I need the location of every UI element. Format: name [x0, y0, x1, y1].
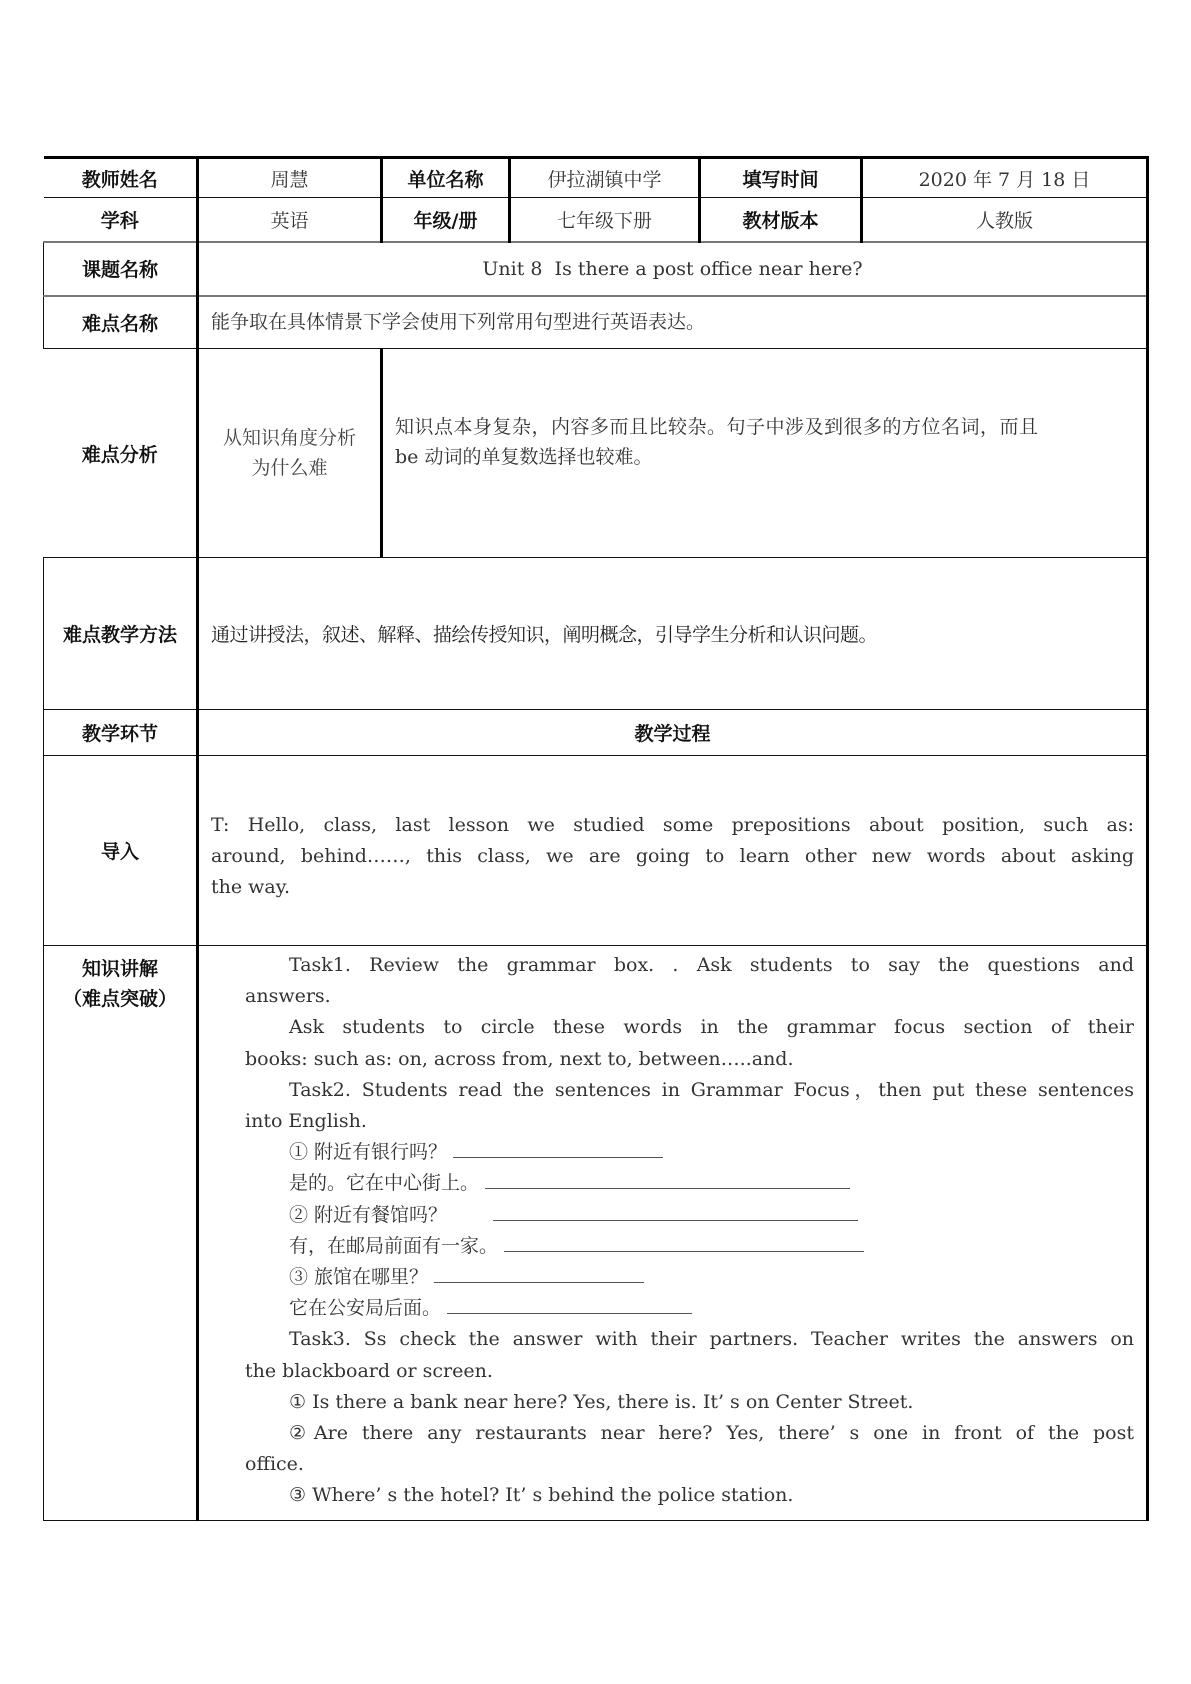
- exercise-q2: [245, 1200, 1134, 1231]
- task1b-line1: Ask students to circle these words in the grammar focus section of their: [289, 1016, 1134, 1039]
- knowledge-label: [44, 946, 198, 1521]
- analysis-aspect-line1: 从知识角度分析: [222, 427, 356, 449]
- a1-answer-blank[interactable]: [485, 1170, 850, 1189]
- task1-line2: answers.: [245, 985, 331, 1008]
- task3-line2: the blackboard or screen.: [245, 1359, 493, 1382]
- answer-3: ③ Where’ s the hotel? It’ s behind the police station.: [289, 1484, 794, 1507]
- edition-value: 人教版: [862, 198, 1148, 242]
- exercise-a2: [245, 1231, 1134, 1262]
- answer-2-line1: ②Are there any restaurants near here? Yes, there’ s one in front of the post: [289, 1422, 1134, 1445]
- task2-line1: Task2. Students read the sentences in Grammar Focus，then put these sentences: [289, 1078, 1134, 1101]
- task1b-line2: books: such as: on, across from, next to, between…..and.: [245, 1047, 794, 1070]
- a2-text: 有，在邮局前面有一家。: [289, 1234, 499, 1257]
- a3-answer-blank[interactable]: [447, 1295, 692, 1314]
- unit-label: 单位名称: [382, 158, 510, 198]
- difficulty-value: 能争取在具体情景下学会使用下列常用句型进行英语表达。: [198, 296, 1148, 349]
- grade-label: 年级/册: [382, 198, 510, 242]
- intro-line2: around, behind……, this class, we are going to learn other new words about asking: [211, 845, 1134, 867]
- method-value: 通过讲授法，叙述、解释、描绘传授知识，阐明概念，引导学生分析和认识问题。: [198, 558, 1148, 710]
- unit-value: 伊拉湖镇中学: [510, 158, 700, 198]
- lesson-plan-table: [43, 156, 1149, 1521]
- task1-line1: Task1. Review the grammar box. . Ask students to say the questions and: [289, 954, 1134, 976]
- stage-header: 教学环节: [44, 710, 198, 756]
- exercise-a1: [245, 1168, 1134, 1199]
- teacher-name-value: 周慧: [198, 158, 382, 198]
- intro-label: 导入: [44, 756, 198, 946]
- topic-label: 课题名称: [44, 242, 198, 296]
- answer-1: ① Is there a bank near here? Yes, there is. It’ s on Center Street.: [289, 1390, 914, 1413]
- exercise-q1: [245, 1137, 1134, 1168]
- analysis-aspect: [198, 349, 382, 558]
- difficulty-label: 难点名称: [44, 296, 198, 349]
- analysis-aspect-line2: 为什么难: [251, 457, 328, 479]
- subject-label: 学科: [44, 198, 198, 242]
- q2-text: ② 附近有餐馆吗？: [289, 1203, 448, 1226]
- process-header: 教学过程: [198, 710, 1148, 756]
- method-label: 难点教学方法: [44, 558, 198, 710]
- exercise-q3: [245, 1262, 1134, 1293]
- a2-answer-blank[interactable]: [504, 1233, 864, 1252]
- topic-value: Unit 8 Is there a post office near here?: [198, 242, 1148, 296]
- answer-2-line2: office.: [245, 1453, 304, 1476]
- knowledge-content: [198, 946, 1148, 1521]
- analysis-label: 难点分析: [44, 349, 198, 558]
- date-label: 填写时间: [700, 158, 862, 198]
- grade-value: 七年级下册: [510, 198, 700, 242]
- task3-line1: Task3. Ss check the answer with their partners. Teacher writes the answers on: [289, 1328, 1134, 1351]
- exercise-a3: [245, 1293, 1134, 1324]
- date-value: 2020 年 7 月 18 日: [862, 158, 1148, 198]
- a1-text: 是的。它在中心街上。: [289, 1172, 480, 1195]
- intro-text: [198, 756, 1148, 946]
- knowledge-label-line1: 知识讲解: [81, 958, 158, 980]
- knowledge-label-line2: （难点突破）: [62, 988, 177, 1010]
- task2-line2: into English.: [245, 1110, 367, 1133]
- teacher-name-label: 教师姓名: [44, 158, 198, 198]
- q1-text: ① 附近有银行吗？: [289, 1141, 448, 1164]
- analysis-text-line2: be 动词的单复数选择也较难。: [395, 446, 653, 468]
- analysis-text: [382, 349, 1148, 558]
- q1-answer-blank[interactable]: [453, 1139, 663, 1158]
- edition-label: 教材版本: [700, 198, 862, 242]
- subject-value: 英语: [198, 198, 382, 242]
- analysis-text-line1: 知识点本身复杂，内容多而且比较杂。句子中涉及到很多的方位名词，而且: [395, 416, 1039, 438]
- q3-text: ③ 旅馆在哪里？: [289, 1266, 429, 1289]
- q3-answer-blank[interactable]: [434, 1264, 644, 1283]
- intro-line3: the way.: [211, 876, 290, 898]
- intro-line1: T: Hello, class, last lesson we studied some prepositions about position, such as:: [211, 814, 1134, 836]
- q2-answer-blank[interactable]: [493, 1202, 858, 1221]
- a3-text: 它在公安局后面。: [289, 1297, 442, 1320]
